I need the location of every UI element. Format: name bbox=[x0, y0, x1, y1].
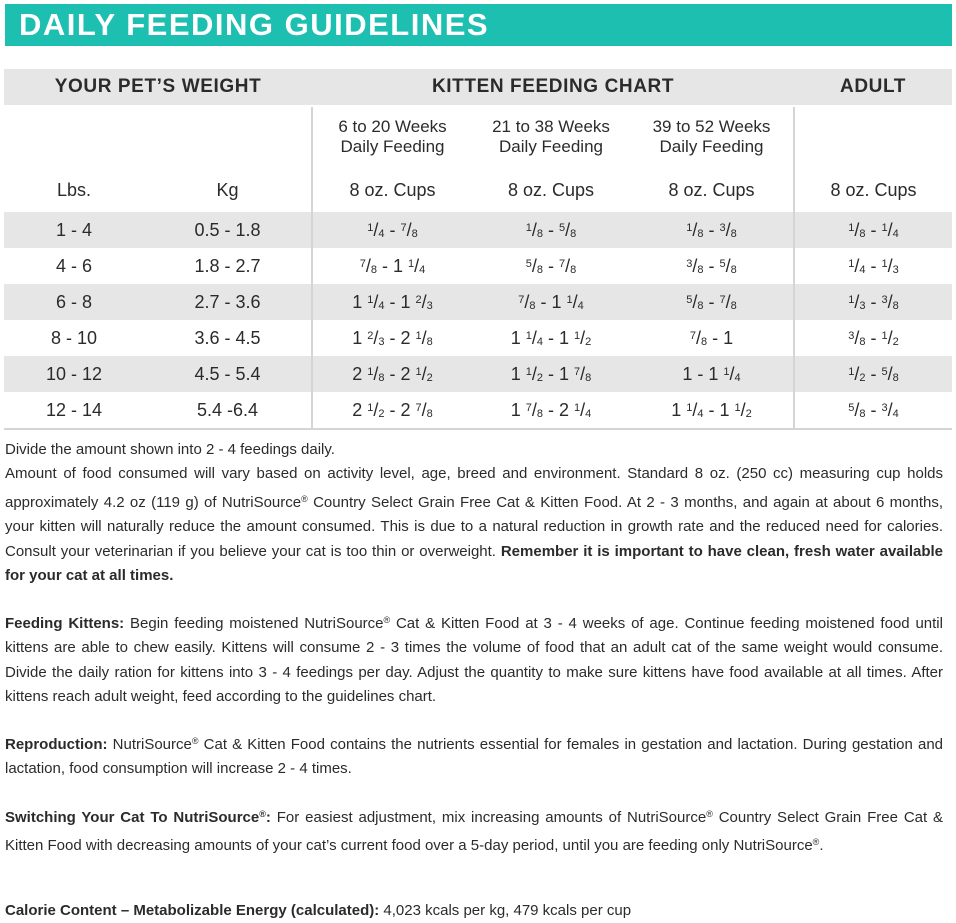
unit-kg: Kg bbox=[144, 168, 312, 212]
kitten-39-52-cell: $^1/_8 - ^3/_8$ bbox=[630, 212, 794, 248]
weight-header: YOUR PET’S WEIGHT bbox=[4, 69, 312, 106]
weight-lbs-cell: 6 - 8 bbox=[4, 284, 144, 320]
amount-text: Amount of food consumed will vary based on activity level, age, breed and environment. Standard 8 oz. (250 cc) measuring cup holds approximately 4.2 oz (119 g) of NutriSource® Country Select Grain Free Cat & Kitten Food. At 2 - 3 months, and again at about 6 months, your kitten will naturally reduce the amount consumed. This is due to a natural reduction in growth rate and the reduced need for calories. Consult your veterinarian if you believe your cat is too thin or overweight. bbox=[5, 465, 943, 560]
age-col-1: 6 to 20 Weeks Daily Feeding bbox=[312, 106, 472, 168]
switching-text: For easiest adjustment, mix increasing amounts of NutriSource® Country Select Grain Free Cat & Kitten Food with decreasing amounts of your cat’s current food over a 5-day period, until you are feeding only NutriSource®. bbox=[5, 809, 944, 855]
feeding-kittens-text: Begin feeding moistened NutriSource® Cat & Kitten Food at 3 - 4 weeks of age. Continue feeding moistened food until kittens are able to chew easily. Kittens will consume 2 - 3 times the volume of food that an adult cat of the same weight would consume. Divide the daily ration for kittens into 3 - 4 feedings per day. Adjust the quantity to make sure kittens have food available at all times. After kittens reach adult weight, feed according to the guidelines chart. bbox=[5, 615, 943, 706]
weight-kg-cell: 1.8 - 2.7 bbox=[194, 255, 261, 276]
kitten-6-20-cell: 1 $^2/_3 - 2$ $^1/_8$ bbox=[312, 320, 472, 356]
calorie-text: 4,023 kcals per kg, 479 kcals per cup bbox=[383, 902, 632, 919]
kitten-39-52-cell: $^7/_8 - 1$ bbox=[689, 327, 734, 348]
kitten-header: KITTEN FEEDING CHART bbox=[312, 69, 794, 106]
reproduction-text: NutriSource® Cat & Kitten Food contains the nutrients essential for females in gestation and lactation. During gestation and lactation, food consumption will increase 2 - 4 times. bbox=[5, 736, 944, 778]
kitten-21-38-cell: 1 $^7/_8 - 2$ $^1/_4$ bbox=[510, 399, 592, 420]
kitten-6-20-cell: $^1/_4 - ^7/_8$ bbox=[312, 212, 472, 248]
adult-cell: $^5/_8 - ^3/_4$ bbox=[794, 392, 952, 428]
table-row bbox=[4, 320, 952, 356]
unit-cups-1: 8 oz. Cups bbox=[312, 168, 472, 212]
adult-cell: $^1/_4 - ^1/_3$ bbox=[794, 248, 952, 284]
kitten-6-20-cell: 2 $^1/_8 - 2$ $^1/_2$ bbox=[312, 356, 472, 392]
kitten-6-20-cell: $^7/_8 - 1$ $^1/_4$ bbox=[312, 248, 472, 284]
unit-cups-adult: 8 oz. Cups bbox=[794, 168, 952, 212]
kitten-21-38-cell: $^5/_8 - ^7/_8$ bbox=[525, 255, 577, 276]
divide-text: Divide the amount shown into 2 - 4 feedings daily. bbox=[5, 441, 335, 458]
weight-kg-cell: 5.4 -6.4 bbox=[196, 399, 259, 420]
table-row bbox=[4, 212, 952, 248]
title-banner bbox=[5, 4, 952, 46]
general-instructions bbox=[5, 438, 943, 588]
weight-lbs-cell: 8 - 10 bbox=[50, 327, 98, 348]
kitten-39-52-cell: $^5/_8 - ^7/_8$ bbox=[630, 284, 794, 320]
adult-age-cell bbox=[794, 106, 952, 168]
table-header-row bbox=[4, 69, 952, 106]
table-body bbox=[4, 212, 952, 428]
feeding-kittens-label: Feeding Kittens: bbox=[5, 615, 125, 632]
weight-lbs-cell: 10 - 12 bbox=[4, 356, 144, 392]
table-row bbox=[4, 248, 952, 284]
feeding-table bbox=[4, 69, 952, 428]
table-bottom-rule bbox=[4, 428, 952, 430]
table-row bbox=[4, 356, 952, 392]
kitten-6-20-cell: 1 $^1/_4 - 1$ $^2/_3$ bbox=[312, 284, 472, 320]
kitten-39-52-cell: 1 - 1 $^1/_4$ bbox=[630, 356, 794, 392]
age-col-3: 39 to 52 Weeks Daily Feeding bbox=[630, 106, 794, 168]
adult-cell: $^1/_2 - ^5/_8$ bbox=[794, 356, 952, 392]
calorie-label: Calorie Content – Metabolizable Energy (calculated): bbox=[5, 902, 380, 919]
kitten-21-38-cell: 1 $^1/_2 - 1$ $^7/_8$ bbox=[472, 356, 630, 392]
kitten-39-52-cell: 1 $^1/_4 - 1$ $^1/_2$ bbox=[671, 399, 752, 420]
empty-cell bbox=[4, 106, 312, 168]
kitten-39-52-cell: $^3/_8 - ^5/_8$ bbox=[686, 255, 737, 276]
amount-paragraph bbox=[5, 462, 943, 588]
weight-kg-cell: 3.6 - 4.5 bbox=[194, 327, 261, 348]
weight-lbs-cell: 1 - 4 bbox=[4, 212, 144, 248]
unit-lbs: Lbs. bbox=[4, 168, 144, 212]
weight-kg-cell: 4.5 - 5.4 bbox=[144, 356, 312, 392]
water-reminder: Remember it is important to have clean, fresh water available for your cat at all times. bbox=[5, 542, 944, 585]
age-header-row bbox=[4, 106, 952, 168]
reproduction-label: Reproduction: bbox=[5, 736, 108, 753]
weight-kg-cell: 2.7 - 3.6 bbox=[144, 284, 312, 320]
weight-kg-cell: 0.5 - 1.8 bbox=[144, 212, 312, 248]
units-row bbox=[4, 168, 952, 212]
weight-lbs-cell: 12 - 14 bbox=[45, 399, 103, 420]
age-col-2: 21 to 38 Weeks Daily Feeding bbox=[472, 106, 630, 168]
adult-cell: $^1/_8 - ^1/_4$ bbox=[794, 212, 952, 248]
calorie-paragraph bbox=[5, 899, 943, 923]
kitten-21-38-cell: $^7/_8 - 1$ $^1/_4$ bbox=[472, 284, 630, 320]
adult-header: ADULT bbox=[794, 69, 952, 106]
adult-cell: $^3/_8 - ^1/_2$ bbox=[794, 320, 952, 356]
feeding-kittens-paragraph bbox=[5, 608, 943, 710]
unit-cups-2: 8 oz. Cups bbox=[472, 168, 630, 212]
kitten-21-38-cell: 1 $^1/_4 - 1$ $^1/_2$ bbox=[510, 327, 592, 348]
unit-cups-3: 8 oz. Cups bbox=[630, 168, 794, 212]
kitten-21-38-cell: $^1/_8 - ^5/_8$ bbox=[472, 212, 630, 248]
table-row bbox=[4, 392, 952, 428]
weight-lbs-cell: 4 - 6 bbox=[55, 255, 93, 276]
adult-cell: $^1/_3 - ^3/_8$ bbox=[794, 284, 952, 320]
kitten-6-20-cell: 2 $^1/_2 - 2$ $^7/_8$ bbox=[312, 392, 472, 428]
feeding-table-container bbox=[4, 69, 952, 428]
reproduction-paragraph bbox=[5, 729, 943, 782]
switching-label: Switching Your Cat To NutriSource®: bbox=[5, 809, 271, 826]
switching-paragraph bbox=[5, 802, 943, 859]
table-row bbox=[4, 284, 952, 320]
page-title: DAILY FEEDING GUIDELINES bbox=[19, 7, 490, 42]
